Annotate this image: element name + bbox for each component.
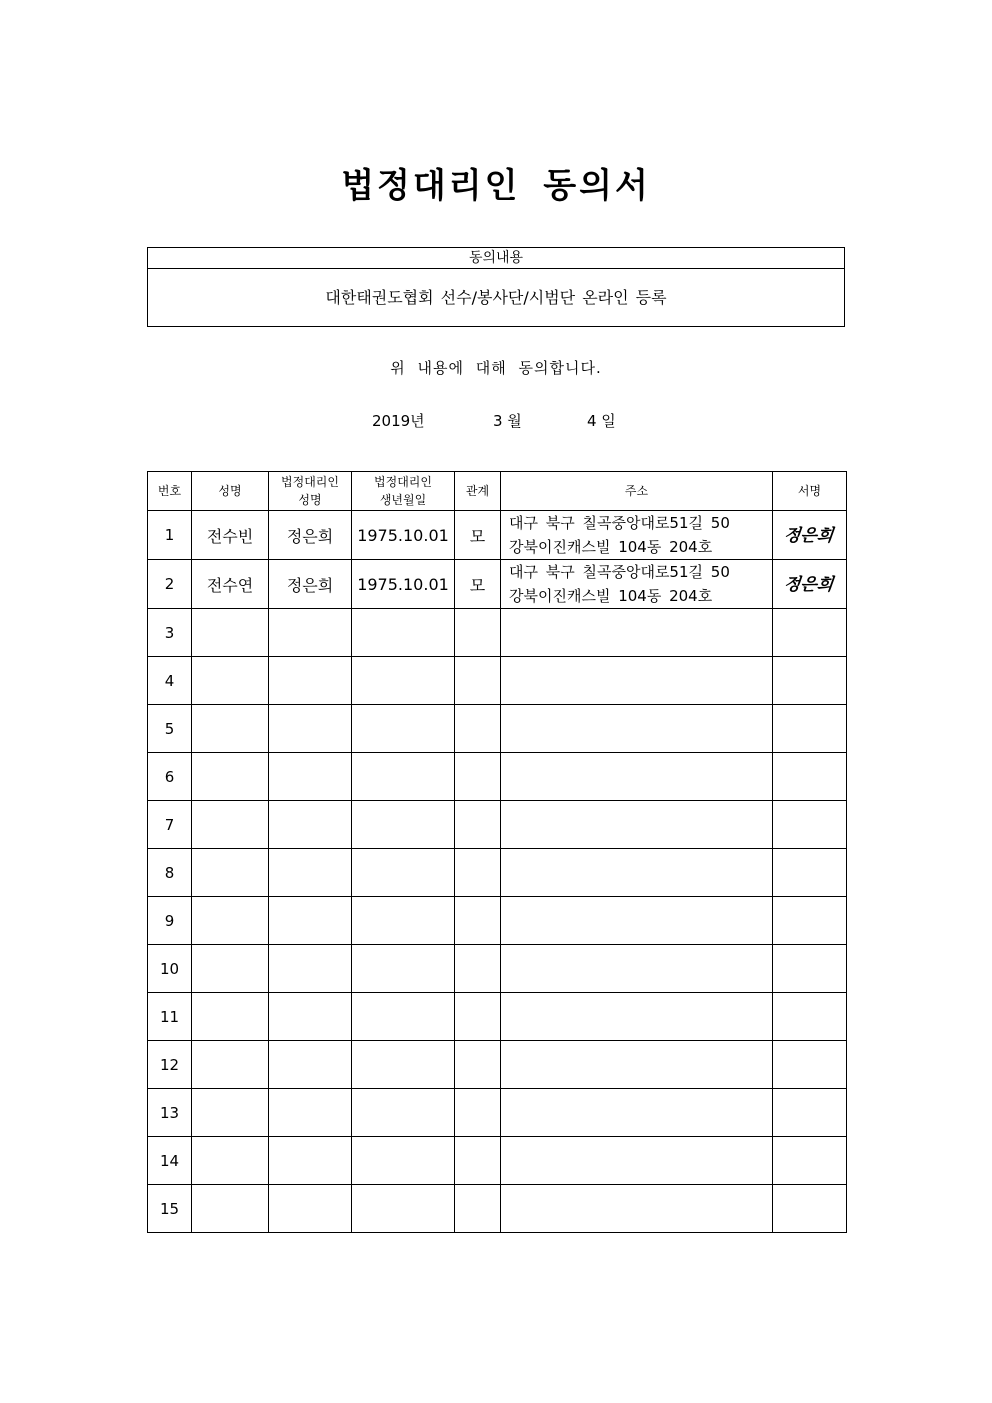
cell-relation (455, 849, 501, 897)
cell-relation (455, 1089, 501, 1137)
cell-name (192, 1041, 269, 1089)
cell-guardian-birth (352, 753, 455, 801)
date-month: 3 월 (493, 412, 522, 430)
cell-relation: 모 (455, 560, 501, 609)
cell-address (501, 753, 773, 801)
cell-name (192, 657, 269, 705)
table-header-row (148, 472, 847, 511)
cell-guardian-birth (352, 801, 455, 849)
consent-box (147, 247, 845, 327)
cell-name (192, 1185, 269, 1233)
consent-heading: 동의내용 (148, 248, 844, 269)
registrant-table (147, 471, 847, 1233)
cell-relation (455, 897, 501, 945)
cell-signature (773, 801, 847, 849)
cell-name: 전수연 (192, 560, 269, 609)
table-row (148, 1041, 847, 1089)
cell-signature (773, 945, 847, 993)
cell-signature (773, 657, 847, 705)
cell-relation (455, 1185, 501, 1233)
cell-guardian-name: 정은희 (269, 560, 352, 609)
cell-name (192, 801, 269, 849)
cell-address (501, 609, 773, 657)
cell-relation (455, 993, 501, 1041)
date-day: 4 일 (587, 412, 616, 430)
cell-address (501, 993, 773, 1041)
cell-no: 7 (148, 801, 192, 849)
cell-guardian-birth (352, 609, 455, 657)
cell-no: 11 (148, 993, 192, 1041)
table-row (148, 801, 847, 849)
cell-signature (773, 560, 847, 609)
cell-no: 10 (148, 945, 192, 993)
cell-signature (773, 1185, 847, 1233)
header-relation: 관계 (455, 472, 501, 511)
header-guardian-birth-line1: 법정대리인 (374, 475, 432, 489)
cell-address (501, 511, 773, 560)
cell-relation (455, 657, 501, 705)
cell-guardian-name (269, 1185, 352, 1233)
cell-address (501, 1089, 773, 1137)
cell-no: 5 (148, 705, 192, 753)
cell-address (501, 897, 773, 945)
cell-guardian-name (269, 1089, 352, 1137)
cell-no: 15 (148, 1185, 192, 1233)
table-row (148, 897, 847, 945)
cell-name (192, 705, 269, 753)
header-guardian-name (269, 472, 352, 511)
agreement-statement: 위 내용에 대해 동의합니다. (390, 359, 602, 377)
cell-name (192, 1089, 269, 1137)
cell-signature (773, 511, 847, 560)
cell-guardian-birth (352, 897, 455, 945)
cell-guardian-name (269, 609, 352, 657)
cell-guardian-birth (352, 945, 455, 993)
cell-name (192, 609, 269, 657)
date-year: 2019년 (372, 412, 425, 430)
header-no: 번호 (148, 472, 192, 511)
table-row (148, 1137, 847, 1185)
cell-relation: 모 (455, 511, 501, 560)
cell-address (501, 657, 773, 705)
cell-name (192, 897, 269, 945)
cell-signature (773, 1089, 847, 1137)
cell-guardian-name (269, 1041, 352, 1089)
cell-no: 6 (148, 753, 192, 801)
cell-signature (773, 993, 847, 1041)
cell-no: 4 (148, 657, 192, 705)
address-line-2: 강북이진캐스빌 104동 204호 (509, 587, 713, 605)
header-name: 성명 (192, 472, 269, 511)
cell-guardian-birth (352, 849, 455, 897)
cell-no: 12 (148, 1041, 192, 1089)
cell-name (192, 993, 269, 1041)
cell-no: 3 (148, 609, 192, 657)
header-guardian-birth-line2: 생년월일 (379, 493, 427, 507)
header-guardian-name-line1: 법정대리인 (281, 475, 339, 489)
table-row (148, 560, 847, 609)
cell-guardian-name (269, 993, 352, 1041)
cell-no: 1 (148, 511, 192, 560)
cell-no: 13 (148, 1089, 192, 1137)
cell-no: 14 (148, 1137, 192, 1185)
cell-relation (455, 1137, 501, 1185)
cell-no: 8 (148, 849, 192, 897)
cell-no: 9 (148, 897, 192, 945)
consent-body: 대한태권도협회 선수/봉사단/시범단 온라인 등록 (325, 288, 667, 307)
cell-guardian-birth (352, 993, 455, 1041)
cell-relation (455, 945, 501, 993)
cell-address (501, 560, 773, 609)
table-row (148, 1089, 847, 1137)
cell-address (501, 849, 773, 897)
cell-relation (455, 705, 501, 753)
cell-guardian-birth (352, 657, 455, 705)
table-row (148, 993, 847, 1041)
cell-guardian-birth: 1975.10.01 (352, 560, 455, 609)
cell-signature (773, 1041, 847, 1089)
cell-relation (455, 1041, 501, 1089)
cell-address (501, 1137, 773, 1185)
table-row (148, 849, 847, 897)
cell-signature (773, 753, 847, 801)
svg-text:정은희: 정은희 (782, 526, 834, 546)
address-line-2: 강북이진캐스빌 104동 204호 (509, 538, 713, 556)
header-address: 주소 (501, 472, 773, 511)
cell-guardian-birth (352, 705, 455, 753)
cell-guardian-birth (352, 1041, 455, 1089)
cell-guardian-name (269, 657, 352, 705)
cell-relation (455, 609, 501, 657)
cell-guardian-birth (352, 1137, 455, 1185)
cell-guardian-name (269, 753, 352, 801)
document-title: 법정대리인 동의서 (341, 166, 651, 206)
cell-guardian-name (269, 945, 352, 993)
table-row (148, 705, 847, 753)
table-row (148, 609, 847, 657)
cell-name (192, 945, 269, 993)
address-line-1: 대구 북구 칠곡중앙대로51길 50 (509, 514, 730, 532)
cell-address (501, 1041, 773, 1089)
cell-guardian-birth (352, 1185, 455, 1233)
cell-signature (773, 897, 847, 945)
cell-address (501, 1185, 773, 1233)
cell-address (501, 945, 773, 993)
cell-signature (773, 1137, 847, 1185)
handwritten-signature (779, 571, 841, 597)
cell-name: 전수빈 (192, 511, 269, 560)
cell-signature (773, 609, 847, 657)
header-guardian-name-line2: 성명 (298, 493, 322, 507)
cell-guardian-name (269, 801, 352, 849)
cell-guardian-name (269, 705, 352, 753)
cell-no: 2 (148, 560, 192, 609)
table-row (148, 1185, 847, 1233)
header-signature: 서명 (773, 472, 847, 511)
cell-signature (773, 849, 847, 897)
cell-guardian-name (269, 849, 352, 897)
cell-guardian-birth (352, 1089, 455, 1137)
cell-guardian-birth: 1975.10.01 (352, 511, 455, 560)
cell-guardian-name: 정은희 (269, 511, 352, 560)
cell-name (192, 1137, 269, 1185)
table-row (148, 945, 847, 993)
cell-signature (773, 705, 847, 753)
cell-relation (455, 801, 501, 849)
header-guardian-birth (352, 472, 455, 511)
address-line-1: 대구 북구 칠곡중앙대로51길 50 (509, 563, 730, 581)
svg-text:정은희: 정은희 (782, 575, 834, 595)
table-row (148, 753, 847, 801)
cell-guardian-name (269, 897, 352, 945)
cell-name (192, 753, 269, 801)
cell-name (192, 849, 269, 897)
cell-address (501, 801, 773, 849)
cell-relation (455, 753, 501, 801)
handwritten-signature (779, 522, 841, 548)
cell-address (501, 705, 773, 753)
cell-guardian-name (269, 1137, 352, 1185)
table-row (148, 511, 847, 560)
table-row (148, 657, 847, 705)
